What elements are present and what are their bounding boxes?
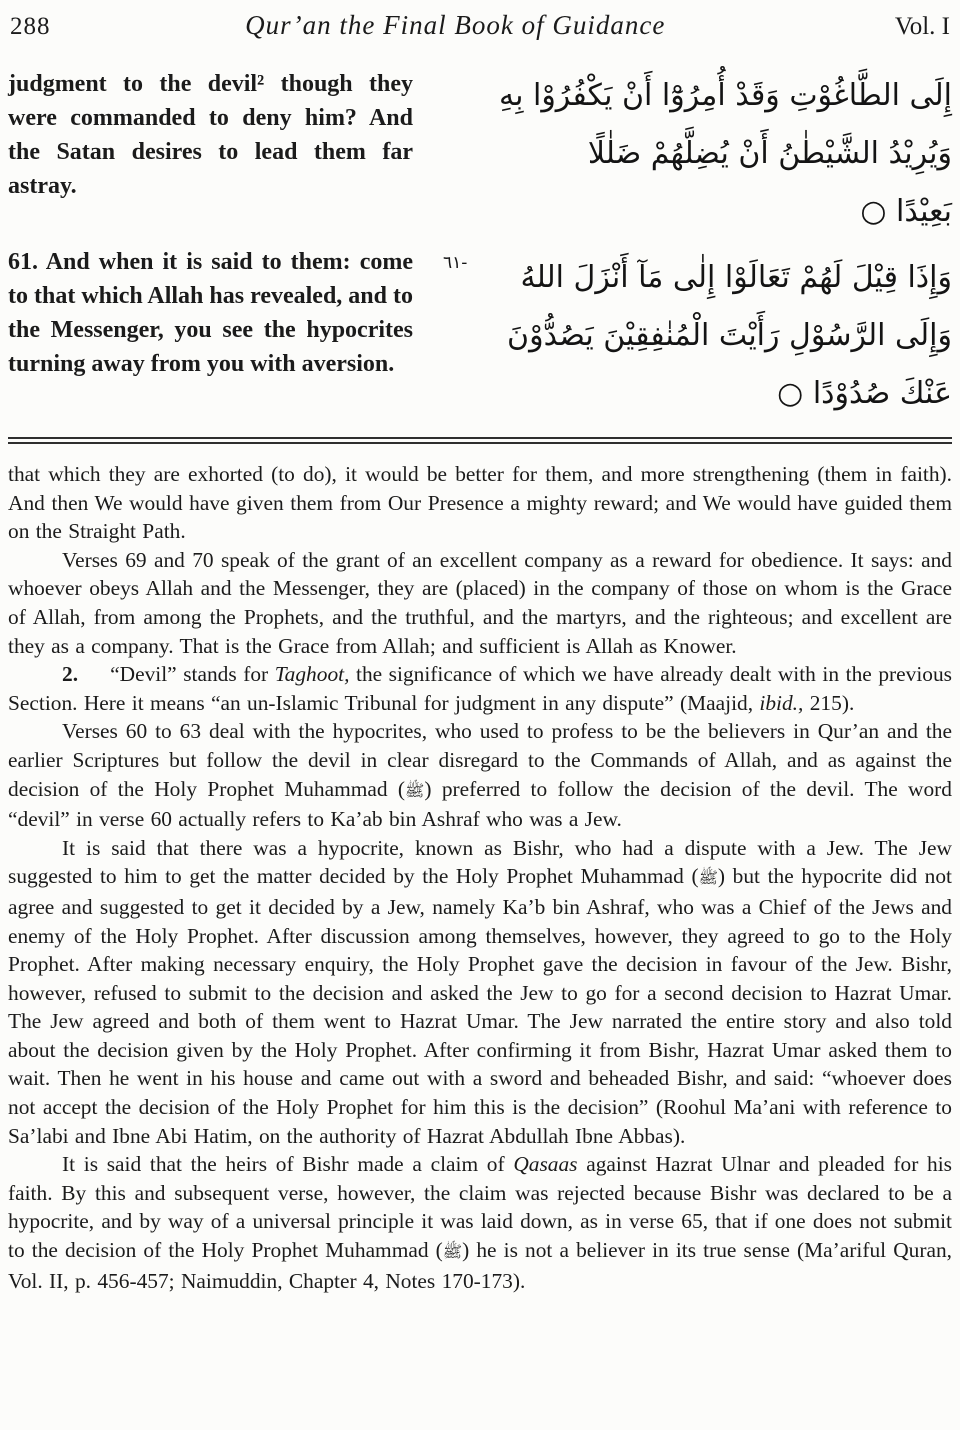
arabic-line: عَنْكَ صُدُوْدًا ○ xyxy=(777,376,952,411)
arabic-column xyxy=(413,67,952,423)
arabic-line: وَإِلَى الرَّسُوْلِ رَأَيْتَ الْمُنٰفِقِيْنَ يَصُدُّوْنَ xyxy=(507,318,952,353)
section-divider-rule xyxy=(8,437,952,444)
running-title: Qur’an the Final Book of Guidance xyxy=(245,10,666,40)
translation-column xyxy=(8,67,413,423)
verse-number-arabic: ٦١- xyxy=(443,253,468,273)
prophet-honorific-symbol: ﷺ xyxy=(698,868,718,888)
commentary-section xyxy=(8,460,952,1295)
commentary-paragraph: It is said that the heirs of Bishr made a claim of Qasaas against Hazrat Ulnar and pleaded for his faith. By this and subsequent verse, however, the claim was rejected because Bishr was declared to be a hypocrite, and by way of a universal principle it was laid down, as in verse 65, that if one does not submit to the decision of the Holy Prophet Muhammad (ﷺ) he is not a believer in its true sense (Ma’ariful Quran, Vol. II, p. 456-457; Naimuddin, Chapter 4, Notes 170-173). xyxy=(8,1152,952,1293)
arabic-line: إِلَى الطَّاغُوْتِ وَقَدْ أُمِرُوْٓا أَنْ يَكْفُرُوْا بِهِ xyxy=(499,78,952,113)
prophet-honorific-symbol: ﷺ xyxy=(405,780,425,800)
commentary-paragraph: Verses 60 to 63 deal with the hypocrites, who used to profess to be the believers in Qur’an and the earlier Scriptures but follow the devil in clear disregard to the Commands of Allah, and as against the decision of the Holy Prophet Muhammad (ﷺ) preferred to follow the decision of the devil. The word “devil” in verse 60 actually refers to Ka’ab bin Ashraf who was a Jew. xyxy=(8,719,952,832)
arabic-verse-61 xyxy=(441,249,952,423)
arabic-line xyxy=(441,249,952,307)
arabic-line: بَعِيْدًا ○ xyxy=(860,194,952,229)
verse-translation-section xyxy=(8,67,952,423)
volume-label: Vol. I xyxy=(894,13,950,40)
verse-60-translation: judgment to the devil² though they were commanded to deny him? And the Satan desires to lead them far astray. xyxy=(8,71,413,199)
verse-61-translation: 61. And when it is said to them: come to that which Allah has revealed, and to the Messenger, you see the hypocrites turning away from you with aversion. xyxy=(8,249,413,377)
prophet-honorific-symbol: ﷺ xyxy=(442,1242,463,1262)
commentary-paragraph: that which they are exhorted (to do), it would be better for them, and more strengthening (them in faith). And then We would have given them from Our Presence a mighty reward; and We would have guided them on the Straight Path. xyxy=(8,462,952,544)
arabic-verse-60 xyxy=(441,67,952,241)
arabic-line-text: وَإِذَا قِيْلَ لَهُمْ تَعَالَوْا إِلٰى مَآ أَنْزَلَ اللهُ xyxy=(520,260,952,295)
page-number: 288 xyxy=(10,13,51,40)
arabic-line: وَيُرِيْدُ الشَّيْطٰنُ أَنْ يُضِلَّهُمْ ضَلٰلًا xyxy=(587,136,952,171)
commentary-paragraph: It is said that there was a hypocrite, known as Bishr, who had a dispute with a Jew. The Jew suggested to him to get the matter decided by the Holy Prophet Muhammad (ﷺ) but the hypocrite did not agree and suggested to get it decided by a Jew, namely Ka’b bin Ashraf, who was a Chief of the Jews and enemy of the Holy Prophet. After discussion among themselves, however, they agreed to go to the Holy Prophet. After making necessary enquiry, the Holy Prophet gave the decision in favour of the Jew. Bishr, however, refused to submit to the decision and asked the Jew to go for a second decision to Hazrat Umar. The Jew agreed and both of them went to Hazrat Umar. The Jew narrated the entire story and also told about the decision given by the Holy Prophet. After confirming it from Bishr, Hazrat Umar asked them to wait. Then he went in his house and came out with a sword and beheaded Bishr, and said: “whoever does not accept the decision of the Holy Prophet for him this is the decision” (Roohul Ma’ani with reference to Sa’labi and Ibne Abi Hatim, on the authority of Hazrat Abdullah Ibne Abbas). xyxy=(8,835,952,1148)
commentary-paragraph: Verses 69 and 70 speak of the grant of an excellent company as a reward for obedience. It says: and whoever obeys Allah and the Messenger, they are (placed) in the company of those on whom is the Grace of Allah, from among the Prophets, and the truthful, and the martyrs, and the righteous; and excellent are they as a company. That is the Grace from Allah; and sufficient is Allah as Knower. xyxy=(8,547,952,658)
commentary-paragraph: 2. “Devil” stands for Taghoot, the significance of which we have already dealt with in the previous Section. Here it means “an un-Islamic Tribunal for judgment in any dispute” (Maajid, ibid., 215). xyxy=(8,662,952,715)
page-header xyxy=(8,10,952,41)
